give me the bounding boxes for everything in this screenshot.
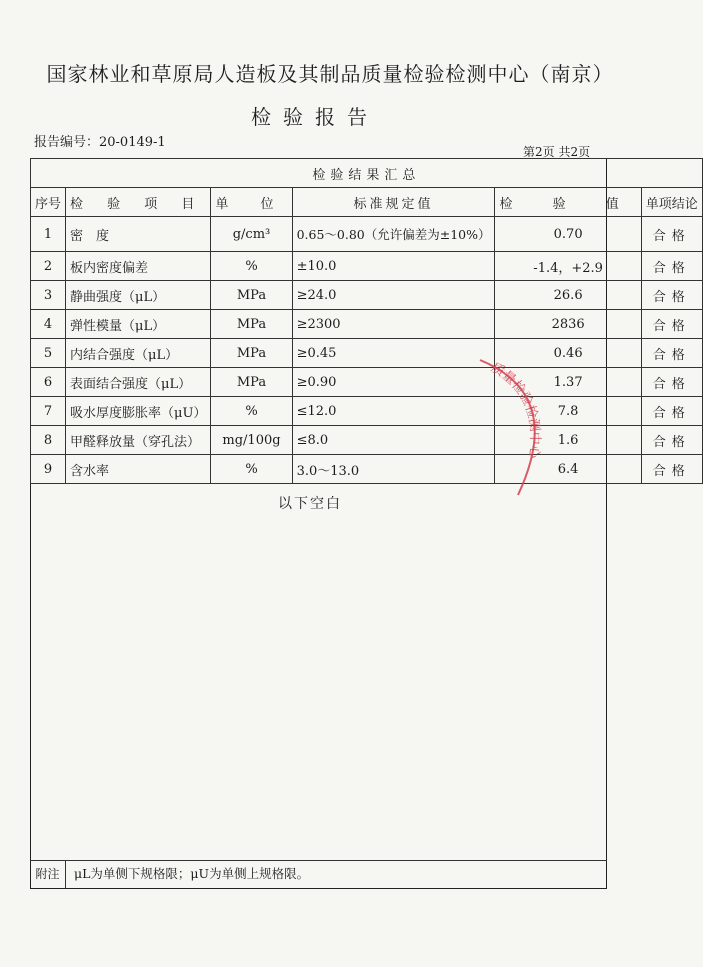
row-value: -1.4，+2.9	[495, 252, 641, 281]
row-result: 合格	[641, 252, 702, 281]
row-result: 合格	[641, 310, 702, 339]
table-row	[31, 397, 703, 426]
table-row	[31, 368, 703, 397]
row-unit: MPa	[211, 368, 292, 397]
row-value: 1.37	[495, 368, 641, 397]
row-unit: %	[211, 397, 292, 426]
row-result: 合格	[641, 217, 702, 252]
row-no: 5	[31, 339, 66, 368]
row-value: 26.6	[495, 281, 641, 310]
results-table	[30, 158, 703, 484]
row-no: 4	[31, 310, 66, 339]
table-row	[31, 310, 703, 339]
row-standard: ≥24.0	[292, 281, 495, 310]
row-item: 吸水厚度膨胀率（μU）	[66, 397, 211, 426]
row-unit: mg/100g	[211, 426, 292, 455]
row-no: 2	[31, 252, 66, 281]
page-indicator: 第2页 共2页	[523, 145, 591, 159]
row-value: 0.70	[495, 217, 641, 252]
row-unit: g/cm³	[211, 217, 292, 252]
col-header-result: 单项结论	[641, 188, 702, 217]
col-header-value: 检 验 值	[495, 188, 641, 217]
col-header-no: 序号	[31, 188, 66, 217]
row-standard: ≥0.45	[292, 339, 495, 368]
row-unit: MPa	[211, 310, 292, 339]
row-standard: ≤8.0	[292, 426, 495, 455]
row-value: 0.46	[495, 339, 641, 368]
row-no: 6	[31, 368, 66, 397]
organization-title: 国家林业和草原局人造板及其制品质量检验检测中心（南京）	[46, 62, 614, 86]
row-result: 合格	[641, 455, 702, 484]
note-label: 附注	[30, 860, 66, 888]
table-row	[31, 217, 703, 252]
col-header-item: 检 验 项 目	[66, 188, 211, 217]
row-item: 弹性模量（μL）	[66, 310, 211, 339]
summary-title: 检验结果汇总	[31, 159, 703, 188]
row-standard: ≥0.90	[292, 368, 495, 397]
row-value: 7.8	[495, 397, 641, 426]
row-value: 6.4	[495, 455, 641, 484]
col-header-standard: 标准规定值	[292, 188, 495, 217]
report-number: 报告编号：20-0149-1	[34, 135, 166, 150]
row-unit: MPa	[211, 281, 292, 310]
row-unit: MPa	[211, 339, 292, 368]
table-row	[31, 426, 703, 455]
row-item: 内结合强度（μL）	[66, 339, 211, 368]
row-standard: 0.65～0.80（允许偏差为±10%）	[292, 217, 495, 252]
row-value: 1.6	[495, 426, 641, 455]
row-result: 合格	[641, 281, 702, 310]
row-item: 甲醛释放量（穿孔法）	[66, 426, 211, 455]
row-item: 含水率	[66, 455, 211, 484]
row-value: 2836	[495, 310, 641, 339]
row-standard: ≤12.0	[292, 397, 495, 426]
stamp-text: 质量检验检测中心	[488, 360, 542, 460]
row-unit: %	[211, 252, 292, 281]
row-item: 表面结合强度（μL）	[66, 368, 211, 397]
table-row	[31, 339, 703, 368]
document-title: 检验报告	[251, 105, 379, 129]
note-text: μL为单侧下规格限；μU为单侧上规格限。	[74, 866, 310, 881]
summary-title-row	[31, 159, 703, 188]
table-row	[31, 455, 703, 484]
red-seal-stamp	[470, 340, 580, 500]
row-result: 合格	[641, 397, 702, 426]
table-header-row	[31, 188, 703, 217]
row-no: 1	[31, 217, 66, 252]
row-result: 合格	[641, 426, 702, 455]
row-standard: ≥2300	[292, 310, 495, 339]
col-header-unit: 单 位	[211, 188, 292, 217]
table-row	[31, 252, 703, 281]
row-standard: ±10.0	[292, 252, 495, 281]
row-result: 合格	[641, 339, 702, 368]
row-item: 密 度	[66, 217, 211, 252]
row-no: 8	[31, 426, 66, 455]
row-item: 板内密度偏差	[66, 252, 211, 281]
row-standard: 3.0～13.0	[292, 455, 495, 484]
blank-below-note: 以下空白	[278, 496, 342, 512]
row-no: 7	[31, 397, 66, 426]
row-no: 3	[31, 281, 66, 310]
table-row	[31, 281, 703, 310]
row-unit: %	[211, 455, 292, 484]
row-no: 9	[31, 455, 66, 484]
row-item: 静曲强度（μL）	[66, 281, 211, 310]
row-result: 合格	[641, 368, 702, 397]
